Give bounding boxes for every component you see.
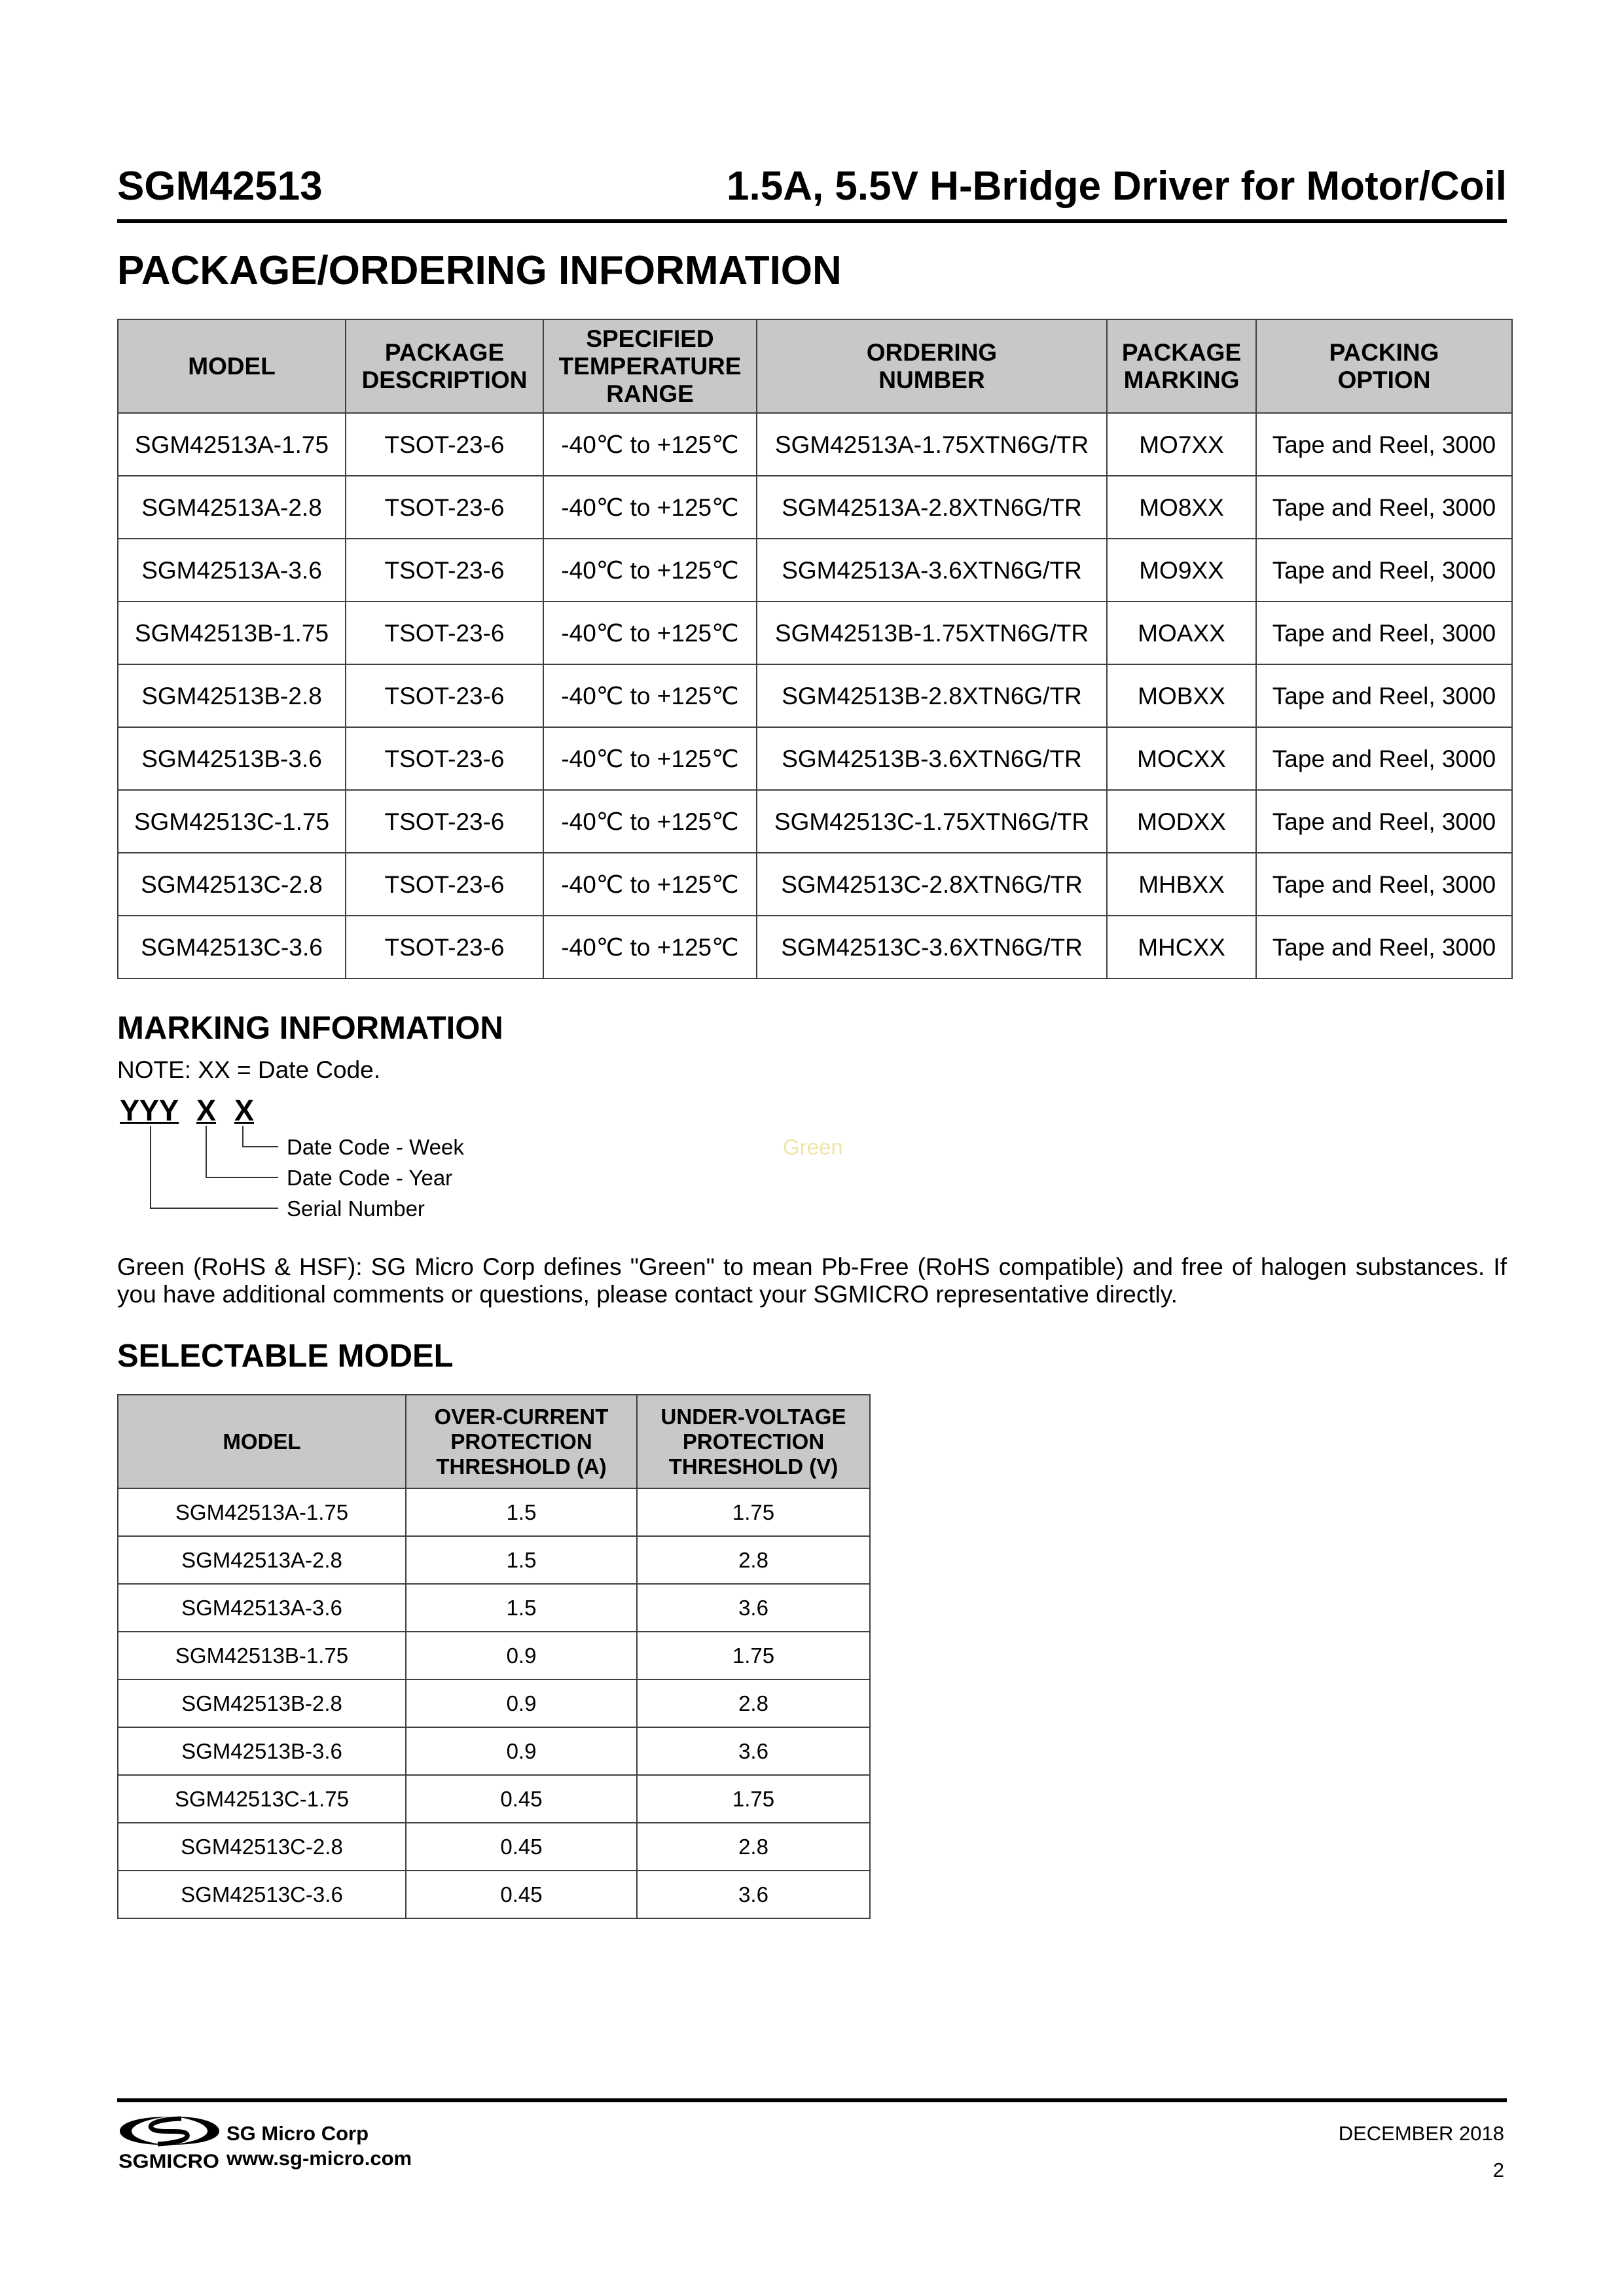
column-header-marking: PACKAGE MARKING <box>1107 319 1256 413</box>
temperature-cell: -40℃ to +125℃ <box>543 790 757 853</box>
green-compliance-note: Green (RoHS & HSF): SG Micro Corp defines "Green" to mean Pb-Free (RoHS compatible) and free of halogen substances. If you have additional comments or questions, please contact your SGMICRO representative directly. <box>117 1253 1507 1308</box>
uvp-cell: 3.6 <box>637 1727 870 1775</box>
marking-code-year: X <box>196 1094 217 1127</box>
document-title: 1.5A, 5.5V H-Bridge Driver for Motor/Coil <box>727 164 1507 209</box>
leader-line-serial <box>151 1126 278 1208</box>
column-header-ocp: OVER-CURRENT PROTECTION THRESHOLD (A) <box>406 1395 637 1488</box>
column-header-packing: PACKING OPTION <box>1256 319 1512 413</box>
ocp-cell: 0.9 <box>406 1727 637 1775</box>
sgmicro-logo <box>117 2115 222 2170</box>
temperature-cell: -40℃ to +125℃ <box>543 664 757 727</box>
packing-cell: Tape and Reel, 3000 <box>1256 539 1512 601</box>
page-number: 2 <box>1492 2159 1504 2181</box>
model-cell: SGM42513A-1.75 <box>118 413 346 476</box>
footer-date: DECEMBER 2018 <box>1338 2122 1504 2145</box>
uvp-cell: 2.8 <box>637 1536 870 1584</box>
packing-cell: Tape and Reel, 3000 <box>1256 664 1512 727</box>
model-cell: SGM42513C-1.75 <box>118 790 346 853</box>
marking-code-serial: YYY <box>120 1094 179 1127</box>
model-cell: SGM42513C-2.8 <box>118 853 346 916</box>
marking-cell: MODXX <box>1107 790 1256 853</box>
packing-cell: Tape and Reel, 3000 <box>1256 413 1512 476</box>
footer-company: SG Micro Corp <box>226 2122 369 2145</box>
package-cell: TSOT-23-6 <box>346 916 543 978</box>
table-row <box>118 790 1512 853</box>
footer-rule <box>117 2098 1507 2102</box>
packing-cell: Tape and Reel, 3000 <box>1256 601 1512 664</box>
column-header-model: MODEL <box>118 319 346 413</box>
faint-green-text: Green <box>783 1135 843 1159</box>
label-serial-number: Serial Number <box>287 1196 425 1221</box>
marking-code-week: X <box>234 1094 255 1127</box>
package-cell: TSOT-23-6 <box>346 539 543 601</box>
label-date-code-year: Date Code - Year <box>287 1166 453 1190</box>
ocp-cell: 0.45 <box>406 1775 637 1823</box>
selectable-table <box>117 1394 871 1919</box>
label-date-code-week: Date Code - Week <box>287 1135 464 1159</box>
marking-heading: MARKING INFORMATION <box>117 1011 503 1046</box>
ocp-cell: 1.5 <box>406 1536 637 1584</box>
marking-cell: MOBXX <box>1107 664 1256 727</box>
page-header <box>117 166 1507 207</box>
logo-wordmark: SGMICRO <box>118 2151 219 2170</box>
ocp-cell: 1.5 <box>406 1488 637 1536</box>
package-cell: TSOT-23-6 <box>346 476 543 539</box>
ordering-number-cell: SGM42513C-1.75XTN6G/TR <box>757 790 1107 853</box>
model-cell: SGM42513B-3.6 <box>118 727 346 790</box>
table-row <box>118 1775 870 1823</box>
marking-cell: MHBXX <box>1107 853 1256 916</box>
model-cell: SGM42513C-3.6 <box>118 916 346 978</box>
table-row <box>118 1536 870 1584</box>
table-row <box>118 1632 870 1679</box>
table-row <box>118 1488 870 1536</box>
ocp-cell: 0.9 <box>406 1679 637 1727</box>
marking-cell: MO9XX <box>1107 539 1256 601</box>
ordering-number-cell: SGM42513C-3.6XTN6G/TR <box>757 916 1107 978</box>
temperature-cell: -40℃ to +125℃ <box>543 539 757 601</box>
header-rule <box>117 219 1507 223</box>
packing-cell: Tape and Reel, 3000 <box>1256 727 1512 790</box>
temperature-cell: -40℃ to +125℃ <box>543 916 757 978</box>
marking-diagram <box>117 1113 287 1217</box>
table-row <box>118 1679 870 1727</box>
ordering-number-cell: SGM42513A-2.8XTN6G/TR <box>757 476 1107 539</box>
model-cell: SGM42513B-1.75 <box>118 1632 406 1679</box>
marking-cell: MO8XX <box>1107 476 1256 539</box>
package-cell: TSOT-23-6 <box>346 664 543 727</box>
ocp-cell: 0.45 <box>406 1871 637 1918</box>
column-header-model: MODEL <box>118 1395 406 1488</box>
table-row <box>118 539 1512 601</box>
temperature-cell: -40℃ to +125℃ <box>543 853 757 916</box>
model-cell: SGM42513A-2.8 <box>118 476 346 539</box>
model-cell: SGM42513C-2.8 <box>118 1823 406 1871</box>
model-cell: SGM42513B-2.8 <box>118 664 346 727</box>
package-cell: TSOT-23-6 <box>346 413 543 476</box>
uvp-cell: 3.6 <box>637 1871 870 1918</box>
table-row <box>118 853 1512 916</box>
uvp-cell: 1.75 <box>637 1632 870 1679</box>
table-row <box>118 413 1512 476</box>
ordering-number-cell: SGM42513B-2.8XTN6G/TR <box>757 664 1107 727</box>
temperature-cell: -40℃ to +125℃ <box>543 476 757 539</box>
ordering-number-cell: SGM42513A-3.6XTN6G/TR <box>757 539 1107 601</box>
uvp-cell: 1.75 <box>637 1775 870 1823</box>
uvp-cell: 1.75 <box>637 1488 870 1536</box>
package-cell: TSOT-23-6 <box>346 853 543 916</box>
packing-cell: Tape and Reel, 3000 <box>1256 853 1512 916</box>
footer-website: www.sg-micro.com <box>226 2147 412 2170</box>
table-row <box>118 601 1512 664</box>
packing-cell: Tape and Reel, 3000 <box>1256 916 1512 978</box>
model-cell: SGM42513C-3.6 <box>118 1871 406 1918</box>
ocp-cell: 1.5 <box>406 1584 637 1632</box>
temperature-cell: -40℃ to +125℃ <box>543 601 757 664</box>
column-header-ordering-number: ORDERING NUMBER <box>757 319 1107 413</box>
model-cell: SGM42513A-3.6 <box>118 539 346 601</box>
ordering-heading: PACKAGE/ORDERING INFORMATION <box>117 248 842 293</box>
table-row <box>118 1584 870 1632</box>
packing-cell: Tape and Reel, 3000 <box>1256 790 1512 853</box>
temperature-cell: -40℃ to +125℃ <box>543 727 757 790</box>
table-row <box>118 727 1512 790</box>
table-row <box>118 664 1512 727</box>
ordering-number-cell: SGM42513C-2.8XTN6G/TR <box>757 853 1107 916</box>
packing-cell: Tape and Reel, 3000 <box>1256 476 1512 539</box>
uvp-cell: 2.8 <box>637 1823 870 1871</box>
model-cell: SGM42513A-3.6 <box>118 1584 406 1632</box>
uvp-cell: 3.6 <box>637 1584 870 1632</box>
ordering-number-cell: SGM42513A-1.75XTN6G/TR <box>757 413 1107 476</box>
marking-cell: MO7XX <box>1107 413 1256 476</box>
package-cell: TSOT-23-6 <box>346 601 543 664</box>
marking-cell: MHCXX <box>1107 916 1256 978</box>
ordering-number-cell: SGM42513B-3.6XTN6G/TR <box>757 727 1107 790</box>
logo-s-curve <box>151 2119 187 2144</box>
model-cell: SGM42513C-1.75 <box>118 1775 406 1823</box>
table-row <box>118 1727 870 1775</box>
model-cell: SGM42513B-2.8 <box>118 1679 406 1727</box>
table-row <box>118 916 1512 978</box>
column-header-temperature: SPECIFIED TEMPERATURE RANGE <box>543 319 757 413</box>
selectable-heading: SELECTABLE MODEL <box>117 1338 454 1374</box>
model-cell: SGM42513B-1.75 <box>118 601 346 664</box>
package-cell: TSOT-23-6 <box>346 790 543 853</box>
column-header-package: PACKAGE DESCRIPTION <box>346 319 543 413</box>
marking-note: NOTE: XX = Date Code. <box>117 1056 381 1083</box>
ocp-cell: 0.9 <box>406 1632 637 1679</box>
table-header-row <box>118 319 1512 413</box>
column-header-uvp: UNDER-VOLTAGE PROTECTION THRESHOLD (V) <box>637 1395 870 1488</box>
table-row <box>118 1871 870 1918</box>
table-row <box>118 1823 870 1871</box>
package-cell: TSOT-23-6 <box>346 727 543 790</box>
marking-cell: MOAXX <box>1107 601 1256 664</box>
ocp-cell: 0.45 <box>406 1823 637 1871</box>
table-row <box>118 476 1512 539</box>
model-cell: SGM42513A-2.8 <box>118 1536 406 1584</box>
part-number: SGM42513 <box>117 164 323 209</box>
uvp-cell: 2.8 <box>637 1679 870 1727</box>
model-cell: SGM42513A-1.75 <box>118 1488 406 1536</box>
table-header-row <box>118 1395 870 1488</box>
temperature-cell: -40℃ to +125℃ <box>543 413 757 476</box>
ordering-number-cell: SGM42513B-1.75XTN6G/TR <box>757 601 1107 664</box>
leader-line-week <box>243 1126 278 1147</box>
ordering-table <box>117 319 1513 979</box>
model-cell: SGM42513B-3.6 <box>118 1727 406 1775</box>
marking-cell: MOCXX <box>1107 727 1256 790</box>
